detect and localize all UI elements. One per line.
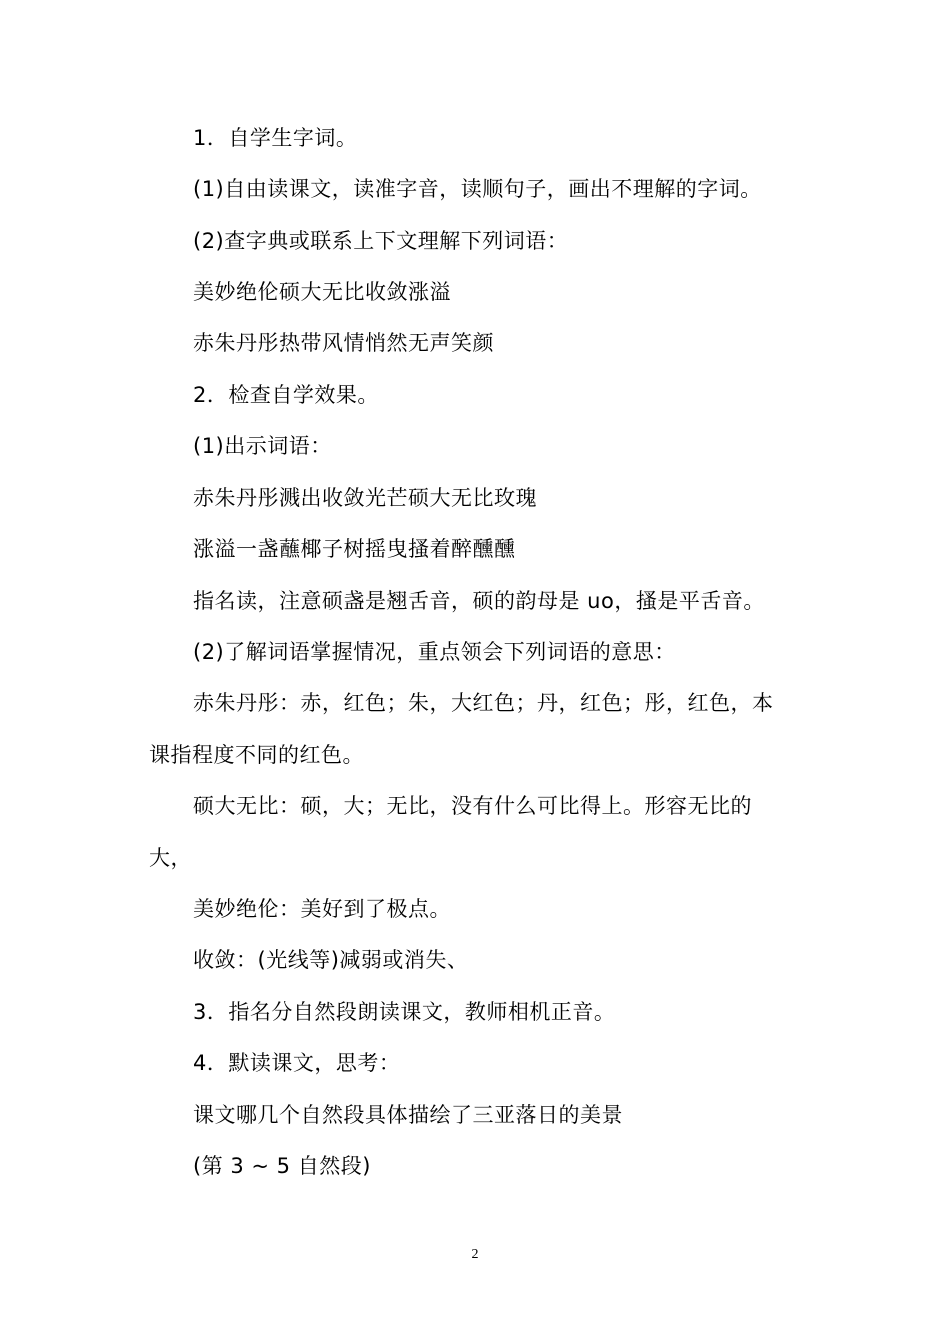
paragraph-line: 涨溢一盏蘸椰子树摇曳搔着醉醺醺	[193, 537, 516, 561]
paragraph-line: 赤朱丹彤：赤，红色；朱，大红色；丹，红色；彤，红色，本	[193, 691, 774, 715]
paragraph-line: (第 3 ~ 5 自然段)	[193, 1154, 371, 1178]
paragraph-line: 4．默读课文，思考：	[193, 1051, 401, 1075]
paragraph-line: 1．自学生字词。	[193, 126, 358, 150]
page-number: 2	[471, 1247, 479, 1262]
paragraph-line: 硕大无比：硕，大；无比，没有什么可比得上。形容无比的	[193, 794, 752, 818]
paragraph-line: 2．检查自学效果。	[193, 383, 379, 407]
paragraph-line: (2)查字典或联系上下文理解下列词语：	[193, 229, 569, 253]
paragraph-line: 课指程度不同的红色。	[149, 743, 364, 767]
paragraph-line: 指名读，注意硕盏是翘舌音，硕的韵母是 uo，搔是平舌音。	[193, 589, 765, 613]
paragraph-line: 3．指名分自然段朗读课文，教师相机正音。	[193, 1000, 616, 1024]
paragraph-line: 收敛：(光线等)减弱或消失、	[193, 948, 469, 972]
paragraph-line: 美妙绝伦：美好到了极点。	[193, 897, 451, 921]
paragraph-line: 课文哪几个自然段具体描绘了三亚落日的美景	[193, 1103, 623, 1127]
paragraph-line: 赤朱丹彤溅出收敛光芒硕大无比玫瑰	[193, 486, 537, 510]
paragraph-line: 大，	[149, 846, 192, 870]
paragraph-line: 赤朱丹彤热带风情悄然无声笑颜	[193, 331, 494, 355]
paragraph-line: 美妙绝伦硕大无比收敛涨溢	[193, 280, 451, 304]
paragraph-line: (1)出示词语：	[193, 434, 332, 458]
paragraph-line: (1)自由读课文，读准字音，读顺句子，画出不理解的字词。	[193, 177, 762, 201]
paragraph-line: (2)了解词语掌握情况，重点领会下列词语的意思：	[193, 640, 676, 664]
